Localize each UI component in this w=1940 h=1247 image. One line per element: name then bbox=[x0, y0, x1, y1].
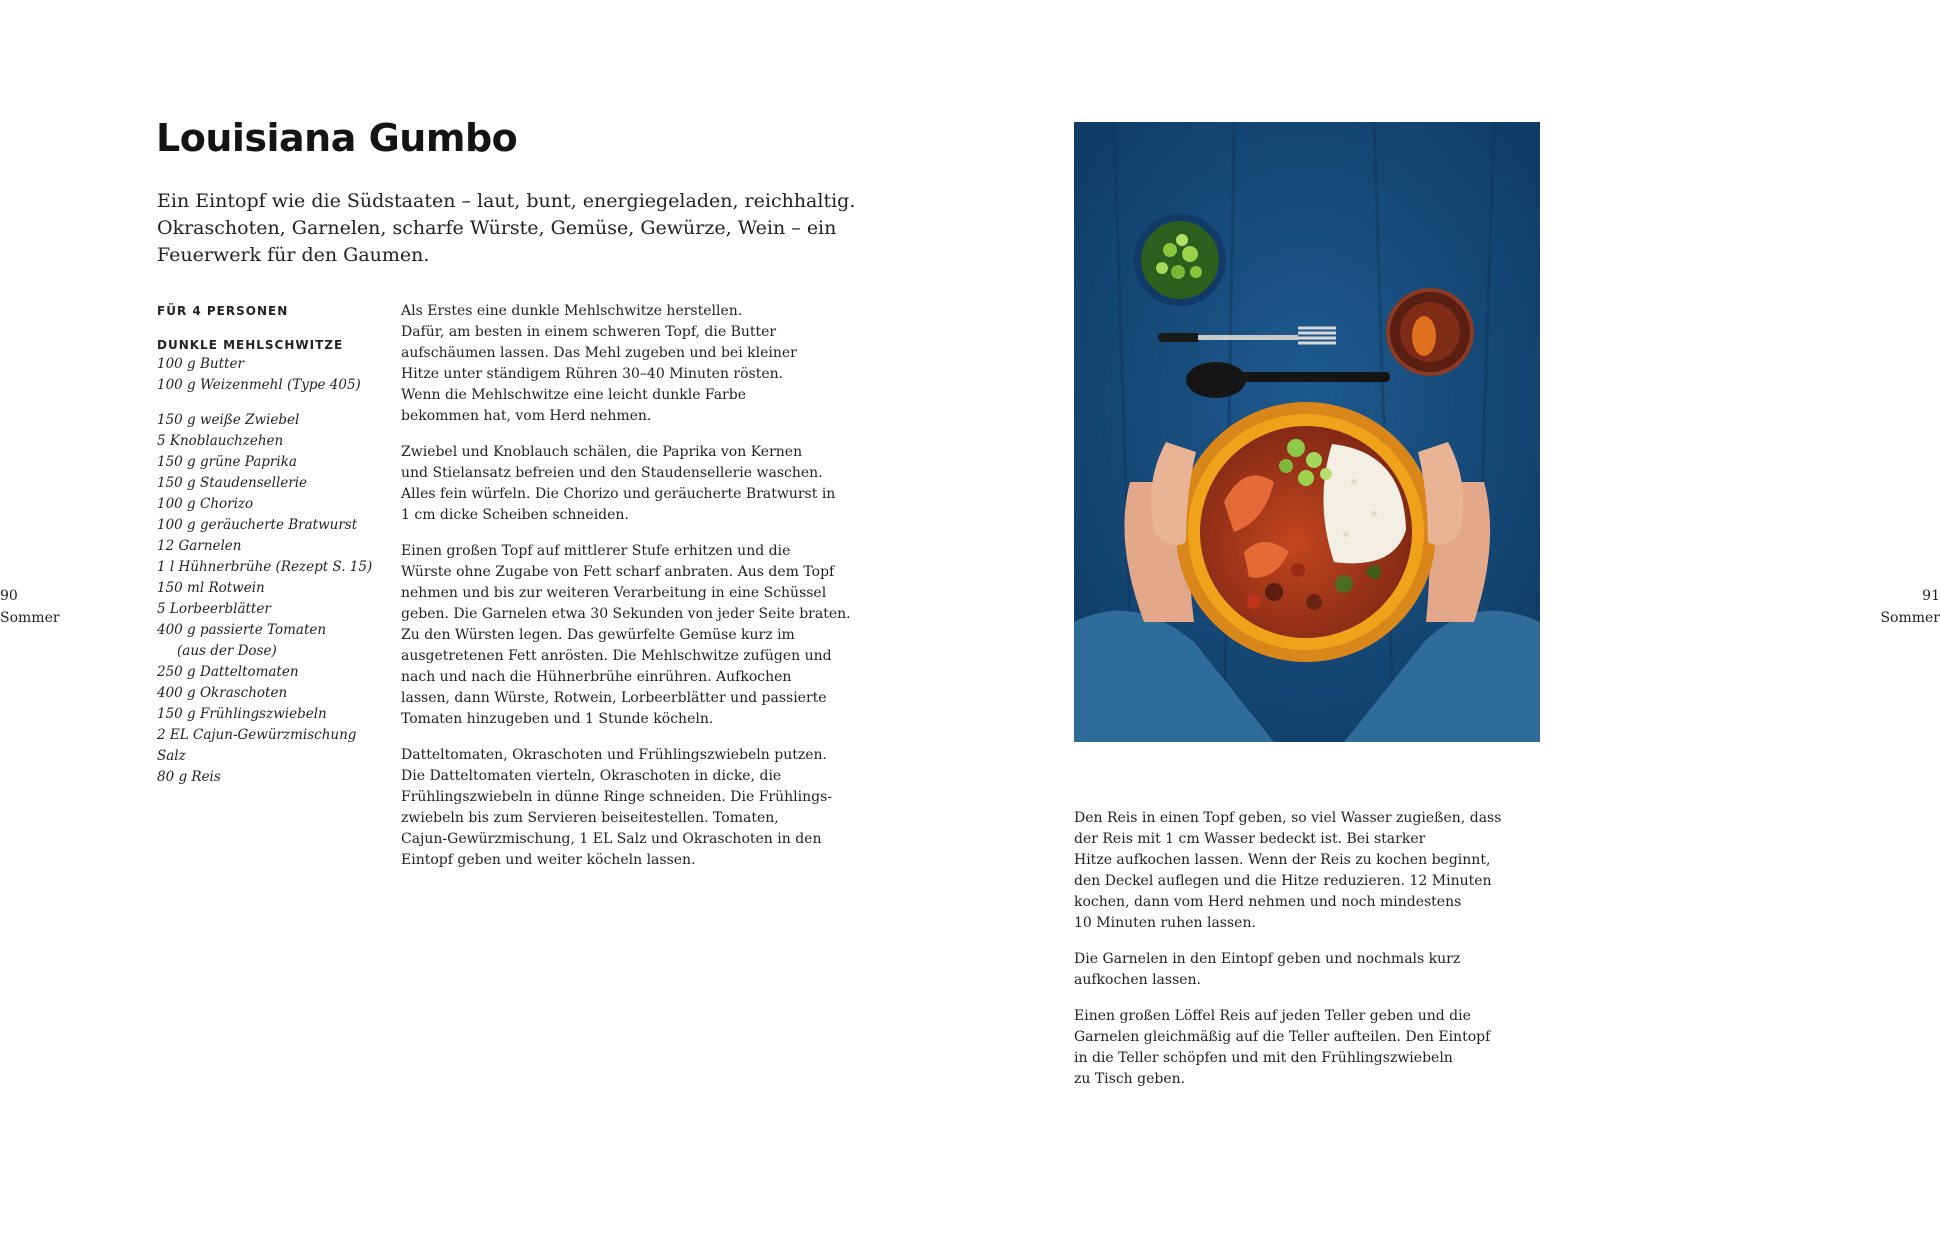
ingredient-item: 100 g Butter bbox=[157, 356, 244, 372]
method-line: Einen großen Löffel Reis auf jeden Teller geben und die bbox=[1074, 1008, 1471, 1024]
method-line: Tomaten hinzugeben und 1 Stunde köcheln. bbox=[401, 711, 714, 727]
ingredient-item: 100 g Weizenmehl (Type 405) bbox=[157, 377, 361, 393]
method-line: Eintopf geben und weiter köcheln lassen. bbox=[401, 852, 696, 868]
ingredient-item: 150 ml Rotwein bbox=[157, 580, 265, 596]
method-line: zwiebeln bis zum Servieren beiseitestellen. Tomaten, bbox=[401, 810, 779, 826]
method-line: Die Garnelen in den Eintopf geben und nochmals kurz bbox=[1074, 951, 1461, 967]
method-step bbox=[1074, 949, 1554, 991]
ingredient-item: 1 l Hühnerbrühe (Rezept S. 15) bbox=[157, 559, 373, 575]
gumbo-photo-illustration bbox=[1074, 122, 1540, 742]
method-line: in die Teller schöpfen und mit den Frühlingszwiebeln bbox=[1074, 1050, 1453, 1066]
roux-heading: DUNKLE MEHLSCHWITZE bbox=[157, 338, 344, 352]
method-line: zu Tisch geben. bbox=[1074, 1071, 1186, 1087]
ingredient-item: 80 g Reis bbox=[157, 769, 221, 785]
page-number: 91 bbox=[1922, 588, 1940, 604]
ingredient-item: 12 Garnelen bbox=[157, 538, 242, 554]
ingredient-item-continuation: (aus der Dose) bbox=[177, 643, 277, 659]
method-line: geben. Die Garnelen etwa 30 Sekunden von jeder Seite braten. bbox=[401, 606, 851, 622]
method-line: Einen großen Topf auf mittlerer Stufe erhitzen und die bbox=[401, 543, 791, 559]
method-line: Zwiebel und Knoblauch schälen, die Paprika von Kernen bbox=[401, 444, 803, 460]
method-line: lassen, dann Würste, Rotwein, Lorbeerblätter und passierte bbox=[401, 690, 827, 706]
recipe-intro bbox=[157, 188, 856, 269]
ingredient-item: 100 g Chorizo bbox=[157, 496, 254, 512]
method-step bbox=[401, 745, 881, 871]
method-line: Den Reis in einen Topf geben, so viel Wasser zugießen, dass bbox=[1074, 810, 1502, 826]
ingredient-item: 150 g Staudensellerie bbox=[157, 475, 308, 491]
ingredient-item: Salz bbox=[157, 748, 186, 764]
method-line: Dafür, am besten in einem schweren Topf, die Butter bbox=[401, 324, 777, 340]
method-line: Alles fein würfeln. Die Chorizo und geräucherte Bratwurst in bbox=[401, 486, 836, 502]
ingredient-item: 5 Knoblauchzehen bbox=[157, 433, 284, 449]
intro-line: Ein Eintopf wie die Südstaaten – laut, bunt, energiegeladen, reichhaltig. bbox=[157, 190, 856, 212]
intro-line: Okraschoten, Garnelen, scharfe Würste, Gemüse, Gewürze, Wein – ein bbox=[157, 217, 837, 239]
ingredient-item: 150 g Frühlingszwiebeln bbox=[157, 706, 327, 722]
method-step bbox=[1074, 808, 1554, 934]
method-line: nehmen und bis zur weiteren Verarbeitung in eine Schüssel bbox=[401, 585, 827, 601]
ingredient-item: 100 g geräucherte Bratwurst bbox=[157, 517, 358, 533]
ingredient-item: 250 g Datteltomaten bbox=[157, 664, 299, 680]
recipe-title: Louisiana Gumbo bbox=[156, 116, 518, 160]
method-line: Hitze aufkochen lassen. Wenn der Reis zu kochen beginnt, bbox=[1074, 852, 1491, 868]
ingredients-column bbox=[157, 302, 402, 788]
intro-line: Feuerwerk für den Gaumen. bbox=[157, 244, 430, 266]
method-line: Datteltomaten, Okraschoten und Frühlingszwiebeln putzen. bbox=[401, 747, 827, 763]
method-line: den Deckel auflegen und die Hitze reduzieren. 12 Minuten bbox=[1074, 873, 1492, 889]
method-line: ausgetretenen Fett anrösten. Die Mehlschwitze zufügen und bbox=[401, 648, 832, 664]
method-line: der Reis mit 1 cm Wasser bedeckt ist. Bei starker bbox=[1074, 831, 1426, 847]
method-step bbox=[401, 541, 881, 730]
method-line: Würste ohne Zugabe von Fett scharf anbraten. Aus dem Topf bbox=[401, 564, 835, 580]
section-label: Sommer bbox=[0, 610, 60, 626]
method-column-right bbox=[1074, 808, 1554, 1105]
method-line: aufschäumen lassen. Das Mehl zugeben und bei kleiner bbox=[401, 345, 797, 361]
method-line: aufkochen lassen. bbox=[1074, 972, 1202, 988]
method-step bbox=[401, 301, 881, 427]
method-line: Wenn die Mehlschwitze eine leicht dunkle Farbe bbox=[401, 387, 746, 403]
method-column-left bbox=[401, 301, 881, 886]
method-line: Hitze unter ständigem Rühren 30–40 Minuten rösten. bbox=[401, 366, 784, 382]
page-number-left bbox=[0, 585, 60, 629]
method-step bbox=[1074, 1006, 1554, 1090]
method-step bbox=[401, 442, 881, 526]
method-line: Als Erstes eine dunkle Mehlschwitze herstellen. bbox=[401, 303, 743, 319]
ingredient-item: 2 EL Cajun-Gewürzmischung bbox=[157, 727, 357, 743]
method-line: Frühlingszwiebeln in dünne Ringe schneiden. Die Frühlings- bbox=[401, 789, 833, 805]
method-line: 1 cm dicke Scheiben schneiden. bbox=[401, 507, 629, 523]
ingredient-item: 150 g grüne Paprika bbox=[157, 454, 297, 470]
glass bbox=[1388, 290, 1472, 374]
method-line: Cajun-Gewürzmischung, 1 EL Salz und Okraschoten in den bbox=[401, 831, 822, 847]
page-number: 90 bbox=[0, 588, 18, 604]
recipe-photo bbox=[1074, 122, 1540, 742]
ingredient-item: 150 g weiße Zwiebel bbox=[157, 412, 300, 428]
ingredient-item: 400 g Okraschoten bbox=[157, 685, 288, 701]
method-line: Zu den Würsten legen. Das gewürfelte Gemüse kurz im bbox=[401, 627, 795, 643]
method-line: kochen, dann vom Herd nehmen und noch mindestens bbox=[1074, 894, 1462, 910]
herb-bowl bbox=[1134, 214, 1226, 306]
method-line: bekommen hat, vom Herd nehmen. bbox=[401, 408, 652, 424]
section-label: Sommer bbox=[1880, 610, 1940, 626]
ingredient-item: 5 Lorbeerblätter bbox=[157, 601, 271, 617]
ingredient-item: 400 g passierte Tomaten bbox=[157, 622, 327, 638]
method-line: Die Datteltomaten vierteln, Okraschoten in dicke, die bbox=[401, 768, 782, 784]
gumbo-bowl bbox=[1176, 402, 1436, 662]
method-line: nach und nach die Hühnerbrühe einrühren. Aufkochen bbox=[401, 669, 792, 685]
method-line: und Stielansatz befreien und den Staudensellerie waschen. bbox=[401, 465, 823, 481]
method-line: 10 Minuten ruhen lassen. bbox=[1074, 915, 1256, 931]
method-line: Garnelen gleichmäßig auf die Teller aufteilen. Den Eintopf bbox=[1074, 1029, 1491, 1045]
servings-label: FÜR 4 PERSONEN bbox=[157, 304, 289, 318]
page-number-right bbox=[1880, 585, 1940, 629]
